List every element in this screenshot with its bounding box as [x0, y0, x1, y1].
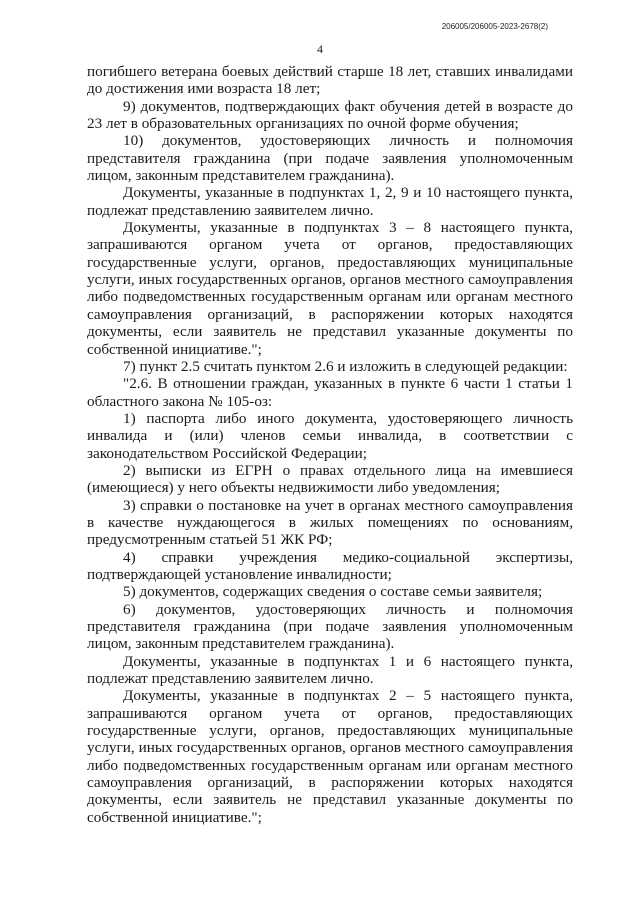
paragraph-item-10: 10) документов, удостоверяющих личность и полномочия представителя гражданина (при подаче заявления уполномоченным лицом, законным представителем гражданина). — [87, 132, 573, 185]
paragraph-amendment-7: 7) пункт 2.5 считать пунктом 2.6 и изложить в следующей редакции: — [123, 357, 568, 375]
paragraph-item-9: 9) документов, подтверждающих факт обучения детей в возрасте до 23 лет в образовательных организациях по очной форме обучения; — [87, 97, 573, 133]
paragraph-requested-documents: Документы, указанные в подпунктах 3 – 8 настоящего пункта, запрашиваются органом учета от органов, предоставляющих государственные услуги, органов, предоставляющих муниципальные услуги, иных государственных органов, органов местного самоуправления либо подведомственных государственным органам или органам местного самоуправления организаций, в распоряжении которых находятся документы, если заявитель не представил указанные документы по собственной инициативе."; — [87, 219, 573, 358]
paragraph-subitem-5: 5) документов, содержащих сведения о составе семьи заявителя; — [123, 583, 543, 601]
paragraph-subitem-1: 1) паспорта либо иного документа, удостоверяющего личность инвалида и (или) членов семьи инвалида, в соответствии с законодательством Российской Федерации; — [87, 409, 573, 462]
paragraph-requested-documents-2-6: Документы, указанные в подпунктах 2 – 5 настоящего пункта, запрашиваются органом учета от органов, предоставляющих государственные услуги, органов, предоставляющих муниципальные услуги, иных государственных органов, органов местного самоуправления либо подведомственных государственным органам или органам местного самоуправления организаций, в распоряжении которых находятся документы, если заявитель не представил указанные документы по собственной инициативе."; — [87, 687, 573, 826]
paragraph-subitem-6: 6) документов, удостоверяющих личность и полномочия представителя гражданина (при подаче заявления уполномоченным лицом, законным представителем гражданина). — [87, 600, 573, 653]
paragraph-subitem-4: 4) справки учреждения медико-социальной экспертизы, подтверждающей установление инвалидности; — [87, 548, 573, 583]
paragraph-personal-submission: Документы, указанные в подпунктах 1, 2, 9 и 10 настоящего пункта, подлежат представлению заявителем лично. — [87, 184, 573, 219]
paragraph-subitem-2: 2) выписки из ЕГРН о правах отдельного лица на имевшиеся (имеющиеся) у него объекты недвижимости либо уведомления; — [87, 461, 573, 497]
paragraph-subitem-3: 3) справки о постановке на учет в органах местного самоуправления в качестве нуждающегося в жилых помещениях по основаниям, предусмотренным статьей 51 ЖК РФ; — [87, 496, 573, 549]
document-body — [87, 63, 573, 826]
document-number: 206005/206005-2023-2678(2) — [441, 22, 548, 31]
paragraph-personal-submission-2-6: Документы, указанные в подпунктах 1 и 6 настоящего пункта, подлежат представлению заявителем лично. — [87, 652, 573, 688]
paragraph-clause-2-6: "2.6. В отношении граждан, указанных в пункте 6 части 1 статьи 1 областного закона № 105-оз: — [87, 375, 573, 410]
page-number: 4 — [317, 42, 323, 56]
paragraph-continuation: погибшего ветерана боевых действий старше 18 лет, ставших инвалидами до достижения ими возраста 18 лет; — [87, 63, 573, 98]
